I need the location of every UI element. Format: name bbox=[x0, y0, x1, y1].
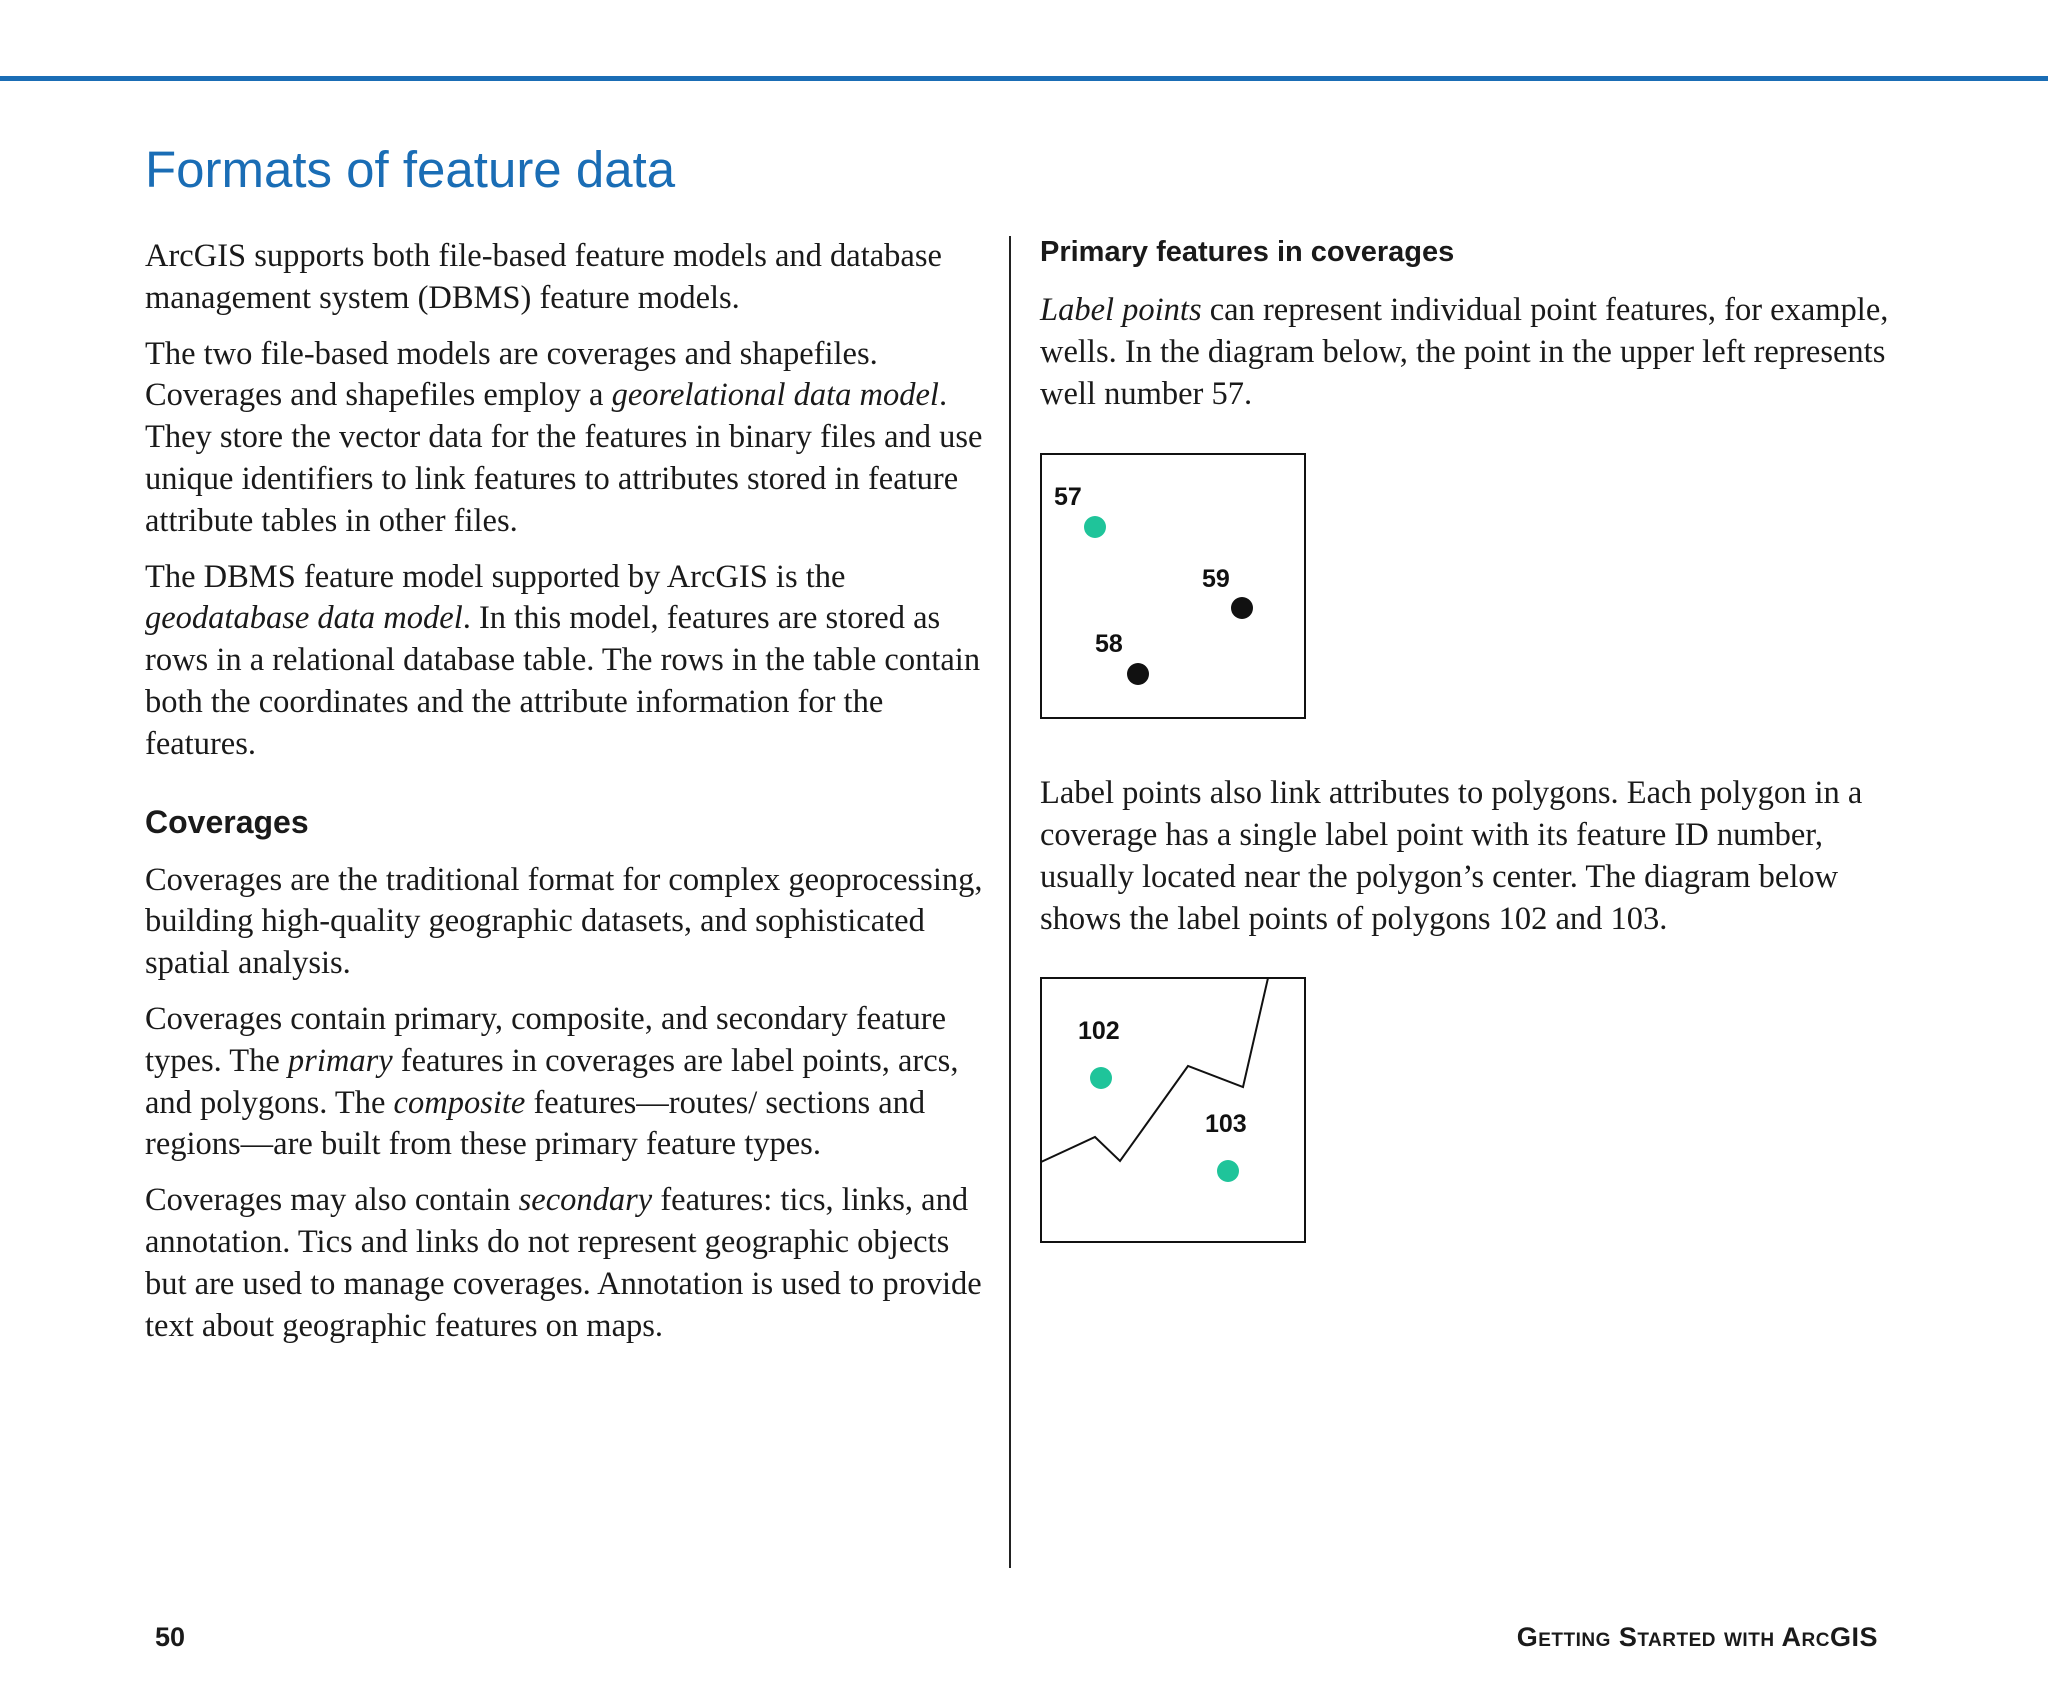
column-divider bbox=[1009, 236, 1011, 1568]
label-points-diagram bbox=[1040, 453, 1310, 723]
label-point-103 bbox=[1217, 1160, 1239, 1182]
intro-paragraph: ArcGIS supports both file-based feature models and database management system (DBMS) feature models. bbox=[145, 238, 942, 316]
polygon-label-points-diagram bbox=[1040, 977, 1310, 1247]
page-title: Formats of feature data bbox=[145, 141, 676, 198]
label-point-57 bbox=[1084, 516, 1106, 538]
page-number: 50 bbox=[155, 1622, 186, 1652]
polygon-label-points-paragraph: Label points also link attributes to polygons. Each polygon in a coverage has a single label point with its feature ID number, usually located near the polygon’s center. The diagram below shows the label points of polygons 102 and 103. bbox=[1040, 775, 1863, 937]
point-label-58: 58 bbox=[1095, 630, 1123, 659]
label-point-58 bbox=[1127, 663, 1149, 685]
file-based-paragraph: The two file-based models are coverages and shapefiles. Coverages and shapefiles employ a georelational data model. They store the vector data for the features in binary files and use unique identifiers to link features to attributes stored in feature attribute tables in other files. bbox=[145, 335, 983, 539]
dbms-paragraph: The DBMS feature model supported by ArcGIS is the geodatabase data model. In this model, features are stored as rows in a relational database table. The rows in the table contain both the coordinates and the attribute information for the features. bbox=[145, 558, 981, 762]
polygon-label-102: 102 bbox=[1078, 1016, 1120, 1045]
label-point-102 bbox=[1090, 1067, 1112, 1089]
book-title: Getting Started with ArcGIS bbox=[1516, 1622, 1878, 1652]
point-label-59: 59 bbox=[1202, 565, 1230, 594]
secondary-features-paragraph: Coverages may also contain secondary features: tics, links, and annotation. Tics and links do not represent geographic objects but are used to manage coverages. Annotation is used to provide text about geographic features on maps. bbox=[145, 1182, 982, 1344]
feature-types-paragraph: Coverages contain primary, composite, and secondary feature types. The primary features in coverages are label points, arcs, and polygons. The composite features—routes/ sections and regions—are built from these primary feature types. bbox=[145, 1000, 959, 1163]
right-column bbox=[1040, 232, 1890, 1247]
label-point-59 bbox=[1231, 597, 1253, 619]
polygon-label-103: 103 bbox=[1205, 1109, 1247, 1138]
coverages-intro-paragraph: Coverages are the traditional format for complex geoprocessing, building high-quality geographic datasets, and sophisticated spatial analysis. bbox=[145, 861, 983, 982]
point-label-57: 57 bbox=[1054, 483, 1082, 512]
label-points-paragraph: Label points can represent individual point features, for example, wells. In the diagram below, the point in the upper left represents well number 57. bbox=[1040, 292, 1889, 412]
top-rule bbox=[0, 76, 2048, 81]
primary-features-heading: Primary features in coverages bbox=[1040, 236, 1455, 268]
left-column bbox=[145, 236, 995, 1361]
coverages-heading: Coverages bbox=[145, 803, 309, 840]
